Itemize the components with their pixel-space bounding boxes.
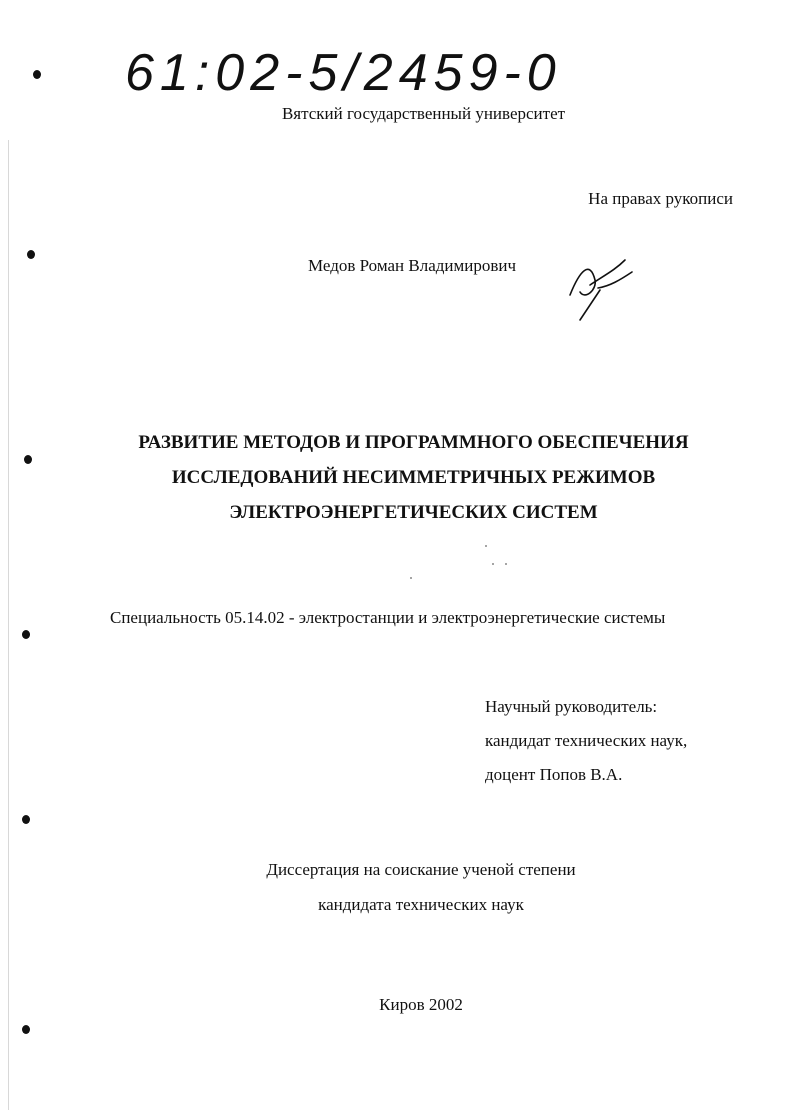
author-signature: [560, 250, 640, 325]
university-name: Вятский государственный университет: [281, 104, 566, 123]
supervisor-name: доцент Попов В.А.: [485, 765, 623, 784]
scan-speck: [492, 563, 494, 565]
scan-margin-line: [8, 140, 9, 1110]
catalog-number-text: 61:02-5/2459-0: [125, 44, 562, 102]
rights-notice: На правах рукописи: [588, 189, 733, 208]
supervisor-degree: кандидат технических наук,: [485, 731, 688, 750]
city-year: Киров 2002: [379, 995, 463, 1014]
dissertation-degree: [0, 852, 797, 922]
punch-hole-4: [22, 630, 30, 639]
dissertation-title: [0, 425, 797, 530]
scientific-supervisor: [485, 690, 687, 792]
punch-hole-1: [33, 70, 41, 79]
punch-hole-2: [27, 250, 35, 259]
specialty-line: Специальность 05.14.02 - электростанции и электроэнергетические системы: [110, 608, 666, 627]
scan-speck: [485, 545, 487, 547]
punch-hole-5: [22, 815, 30, 824]
scan-speck: [410, 577, 412, 579]
dissertation-line-2: кандидата технических наук: [318, 895, 524, 914]
dissertation-line-1: Диссертация на соискание ученой степени: [266, 860, 576, 879]
supervisor-label: Научный руководитель:: [485, 697, 658, 716]
title-line-2: ИССЛЕДОВАНИЙ НЕСИММЕТРИЧНЫХ РЕЖИМОВ: [171, 467, 656, 488]
signature-icon: [560, 250, 640, 325]
author-name: Медов Роман Владимирович: [308, 256, 517, 275]
scan-speck: [505, 563, 507, 565]
punch-hole-6: [22, 1025, 30, 1034]
title-line-1: РАЗВИТИЕ МЕТОДОВ И ПРОГРАММНОГО ОБЕСПЕЧЕНИЯ: [138, 432, 689, 453]
title-line-3: ЭЛЕКТРОЭНЕРГЕТИЧЕСКИХ СИСТЕМ: [229, 502, 598, 523]
